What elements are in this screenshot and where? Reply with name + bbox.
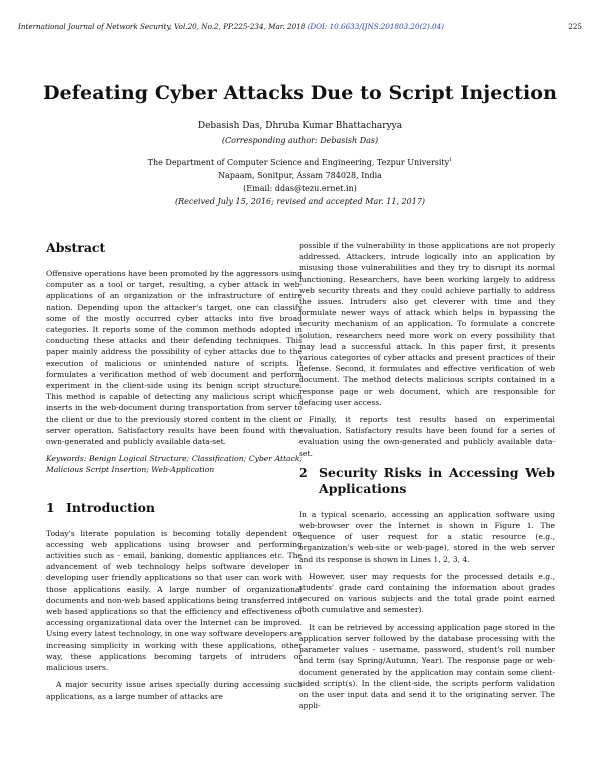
journal-name: International Journal of Network Security, Vol.20, No.2, PP.225-234, Mar. 2018	[18, 22, 306, 31]
section2-paragraph-2: However, user may requests for the processed details e.g., students' grade card containing the information about grades secured on various subjects and the total grade point earned (both cumulative and semester).	[299, 571, 555, 615]
dept-name: The Department of Computer Science and Engineering, Tezpur University	[147, 158, 450, 167]
intro-title: Introduction	[66, 499, 156, 515]
paper-title: Defeating Cyber Attacks Due to Script Injection	[43, 82, 557, 104]
affiliation-dept	[0, 154, 600, 169]
keywords: Keywords: Benign Logical Structure; Classification; Cyber Attack; Malicious Script Insertion; Web-Application	[46, 454, 302, 475]
journal-citation	[18, 22, 444, 31]
intro-paragraph-1: Today's literate population is becoming totally dependent on accessing web applications using browser and performing activities such as - email, banking, domestic appliances etc. The advancement of web technology helps software developer in developing user friendly applications so that user can work with those applications easily. A large number of organizational documents and non-web based applications being transferred into web based applications so that the efficiency and effectiveness of accessing organizational data over the Internet can be improved. Using every latest technology, in one way software developers are increasing simplicity in working with these applications, other way, these applications becoming targets of intruders or malicious users.	[46, 528, 302, 673]
affiliation-address: Napaam, Sonitpur, Assam 784028, India	[218, 171, 382, 180]
doi-link[interactable]: (DOI: 10.6633/IJNS.201803.20(2).04)	[307, 22, 444, 31]
abstract-text: Offensive operations have been promoted by the aggressors using computer as a tool or target, resulting, a cyber attack in web-applications of an organization or the infrastructure of entire nation. Depending upon the attacker's target, one can classify some of the mostly occurred cyber attacks into five broad categories. It reports some of the common methods adopted in conducting these attacks and their defending techniques. This paper mainly address the possibility of cyber attacks due to the execution of malicious or unintended nature of scripts. It formulates a verification method of web document and perform experiment in the client-side using its benign script structure. This method is capable of detecting any malicious script which inserts in the web-document during transportation from server to the client or due to the previously stored content in the client or server operation. Satisfactory results have been found with the own-generated and publicly available data-set.	[46, 269, 302, 447]
section2-heading	[299, 465, 555, 497]
section2-number: 2	[299, 464, 308, 480]
right-paragraph-2: Finally, it reports test results based on experimental evaluation. Satisfactory results have been found for a series of evaluation using the own-generated and publicly available data-set.	[299, 415, 555, 458]
affiliation-block	[0, 154, 600, 208]
running-header	[18, 22, 582, 31]
abstract-heading: Abstract	[46, 240, 106, 255]
received-dates: (Received July 15, 2016; revised and accepted Mar. 11, 2017)	[174, 197, 426, 206]
corresponding-author: (Corresponding author: Debasish Das)	[221, 136, 379, 145]
right-paragraph-1: possible if the vulnerability in those applications are not properly addressed. Attackers, intrude logically into an application by misusing those vulnerabilities and they try to disrupt its normal functioning. Researchers, have been working largely to address web security threats and they could achieve partially to address the issues. Intruders also get cleverer with time and they formulate newer ways of attack which helps in bypassing the security mechanism of an application. To formulate a concrete solution, researchers need more work on every possibility that may lead a successful attack. In this paper first, it presents various categories of cyber attacks and present practices of their defense. Second, it formulates and effective verification of web document. The method detects malicious scripts contained in a response page or web document, which are responsible for defacing user access.	[299, 241, 555, 407]
section2-paragraph-1: In a typical scenario, accessing an application software using web-browser over the Internet is shown in Figure 1. The sequence of user request for a static resource (e.g., organization's web-site or web-page), stored in the web server and its response is shown in Lines 1, 2, 3, 4.	[299, 509, 555, 564]
section2-title: Security Risks in Accessing Web Applications	[319, 464, 555, 496]
intro-number: 1	[46, 499, 55, 515]
right-column	[299, 240, 555, 717]
section2-paragraph-3: It can be retrieved by accessing application page stored in the application server followed by the database processing with the parameter values - username, password, student's roll number and term (say Spring/Autumn, Year). The response page or web-document generated by the application may contain some client-sided script(s). In the client-side, the scripts perform validation on the user input data and send it to the originating server. The appli-	[299, 622, 555, 711]
intro-paragraph-2: A major security issue arises specially during accessing such applications, as a large number of attacks are	[46, 680, 302, 701]
left-column	[46, 240, 302, 708]
page-number: 225	[568, 22, 582, 31]
intro-heading	[46, 500, 302, 516]
authors: Debasish Das, Dhruba Kumar Bhattacharyya	[197, 121, 403, 131]
affiliation-marker: 1	[449, 157, 453, 163]
affiliation-email[interactable]: (Email: ddas@tezu.ernet.in)	[243, 184, 357, 193]
